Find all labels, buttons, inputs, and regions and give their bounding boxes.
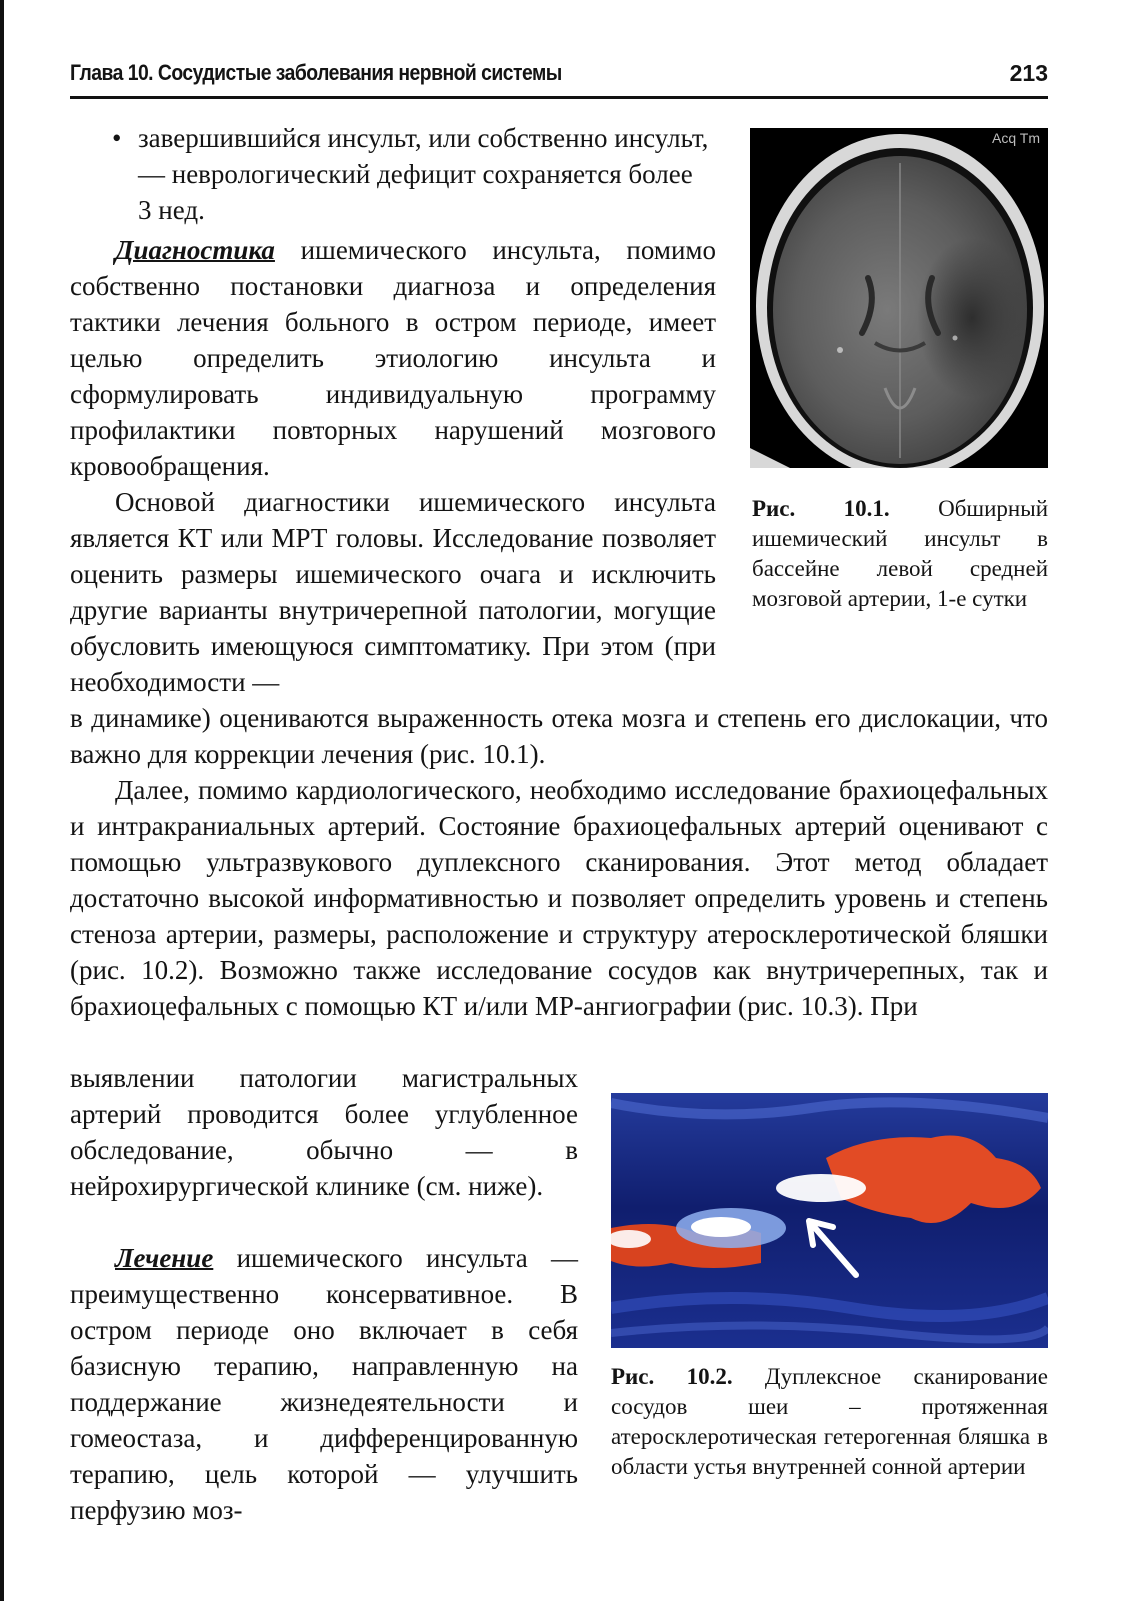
diagnostics-text: ишемического инсульта, помимо собственно постановки диагноза и определения тактики лечения больного в остром периоде, имеет целью определить этиологию инсульта и сформулировать индивидуальную программу профилактики повторных нарушений мозгового кровообращения. xyxy=(70,235,716,481)
ct-scan-image xyxy=(750,128,1048,468)
ct-text-narrow: Основой диагностики ишемического инсульта является КТ или МРТ головы. Исследование позволяет оценить размеры ишемического очага и исключить другие варианты внутричерепной патологии, могущие обусловить имеющуюся симптоматику. При этом (при необходимости — xyxy=(70,487,716,697)
paragraph-treatment xyxy=(70,1240,578,1528)
figure1-label: Рис. 10.1. xyxy=(752,496,890,521)
figure2-caption xyxy=(611,1362,1048,1482)
vessels-text: Далее, помимо кардиологического, необходимо исследование брахиоцефальных и интракраниальных артерий. Состояние брахиоцефальных артерий оценивают с помощью ультразвукового дуплексного сканирования. Этот метод обладает достаточно высокой информативностью и позволяет определить уровень и степень стеноза артерии, размеры, расположение и структуру атеросклеротической бляшки (рис. 10.2). Возможно также исследование сосудов как внутричерепных, так и брахиоцефальных с помощью КТ и/или МР-ангиографии (рис. 10.3). При xyxy=(70,775,1048,1021)
page-number: 213 xyxy=(1009,60,1048,86)
figure2-label: Рис. 10.2. xyxy=(611,1364,733,1389)
paragraph-diagnostics xyxy=(70,232,716,484)
running-title: Глава 10. Сосудистые заболевания нервной системы xyxy=(70,60,562,85)
scan-edge xyxy=(0,0,4,1601)
figure1-caption xyxy=(752,494,1048,614)
term-diagnostics: Диагностика xyxy=(115,235,275,265)
ct-text-wide: в динамике) оцениваются выраженность отека мозга и степень его дислокации, что важно для коррекции лечения (рис. 10.1). xyxy=(70,703,1048,769)
duplex-scan-image xyxy=(611,1093,1048,1348)
bullet-text: завершившийся инсульт, или собственно инсульт, — неврологический дефицит сохраняется более 3 нед. xyxy=(138,123,709,225)
figure-duplex-scan xyxy=(611,1093,1048,1348)
paragraph-pathology xyxy=(70,1060,578,1204)
figure-ct-scan xyxy=(750,128,1048,468)
figure2-caption-text: Дуплексное сканирование сосудов шеи – протяженная атеросклеротическая гетерогенная бляшка в области устья внутренней сонной артерии xyxy=(611,1364,1048,1479)
paragraph-ct-wide xyxy=(70,700,1048,772)
figure1-caption-text: Обширный ишемический инсульт в бассейне левой средней мозговой артерии, 1-е сутки xyxy=(752,496,1049,611)
term-treatment: Лечение xyxy=(115,1243,214,1273)
bullet-dot-icon: • xyxy=(112,123,122,153)
ct-overlay-label: Acq Tm xyxy=(992,130,1040,146)
paragraph-vessels xyxy=(70,772,1048,1024)
pathology-text: выявлении патологии магистральных артерий проводится более углубленное обследование, обычно — в нейрохирургической клинике (см. ниже). xyxy=(70,1063,578,1201)
page-header xyxy=(70,58,1048,99)
treatment-text: ишемического инсульта — преимущественно консервативное. В остром периоде оно включает в себя базисную терапию, направленную на поддержание жизнедеятельности и гомеостаза, и дифференцированную терапию, цель которой — улучшить перфузию моз- xyxy=(70,1243,578,1525)
paragraph-ct-narrow xyxy=(70,484,716,700)
